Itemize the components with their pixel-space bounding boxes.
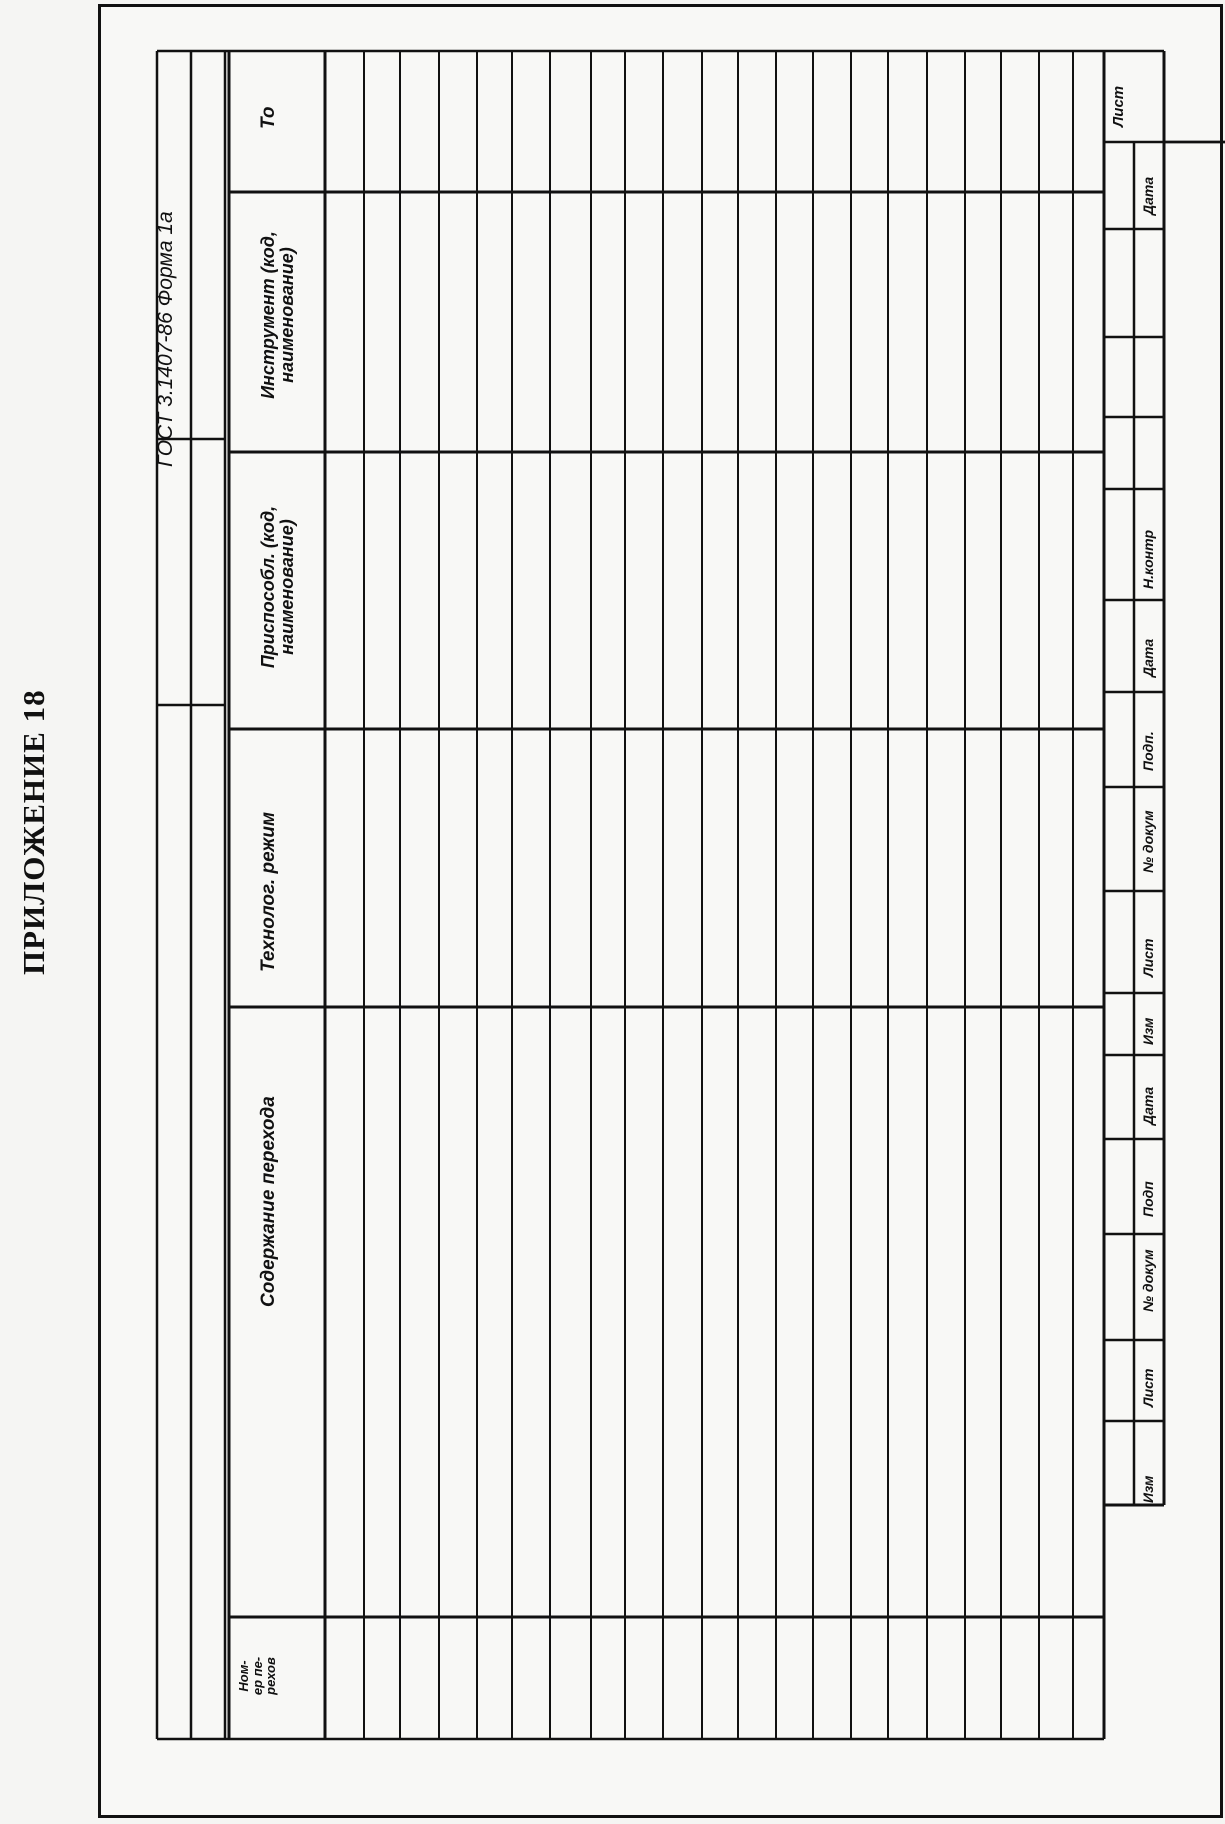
stamp-label: Изм <box>1140 1017 1156 1045</box>
stamp-label: № докум <box>1140 810 1156 873</box>
stamp-label: Подп <box>1140 1181 1156 1217</box>
stamp-label: Изм <box>1140 1475 1156 1503</box>
column-header-number: Ном- ер пе- рехов <box>236 1656 279 1696</box>
page-title-text: ПРИЛОЖЕНИЕ 18 <box>16 689 51 975</box>
stamp-label: Н.контр <box>1140 529 1156 589</box>
column-header-fixture: Приспособл. (код, наименование) <box>258 505 297 669</box>
stamp-label: Дата <box>1140 1086 1156 1125</box>
form-code: ГОСТ 3.1407-86 Форма 1а <box>154 211 177 467</box>
technological-form-sheet <box>98 4 1223 1818</box>
stamp-sheet-label: Лист <box>1110 85 1127 127</box>
stamp-label: Дата <box>1140 638 1156 677</box>
stamp-label: Лист <box>1140 938 1156 977</box>
column-header-content: Содержание перехода <box>258 1096 279 1307</box>
column-header-tool: Инструмент (код, наименование) <box>258 231 297 399</box>
stamp-label: Подп. <box>1140 731 1156 771</box>
stamp-label: № докум <box>1140 1249 1156 1312</box>
stamp-label: Дата <box>1140 176 1156 215</box>
column-header-mode: Технолог. режим <box>258 811 279 972</box>
table-row-lines <box>364 51 1073 1739</box>
column-header-to: То <box>258 106 279 129</box>
stamp-label: Лист <box>1140 1368 1156 1407</box>
